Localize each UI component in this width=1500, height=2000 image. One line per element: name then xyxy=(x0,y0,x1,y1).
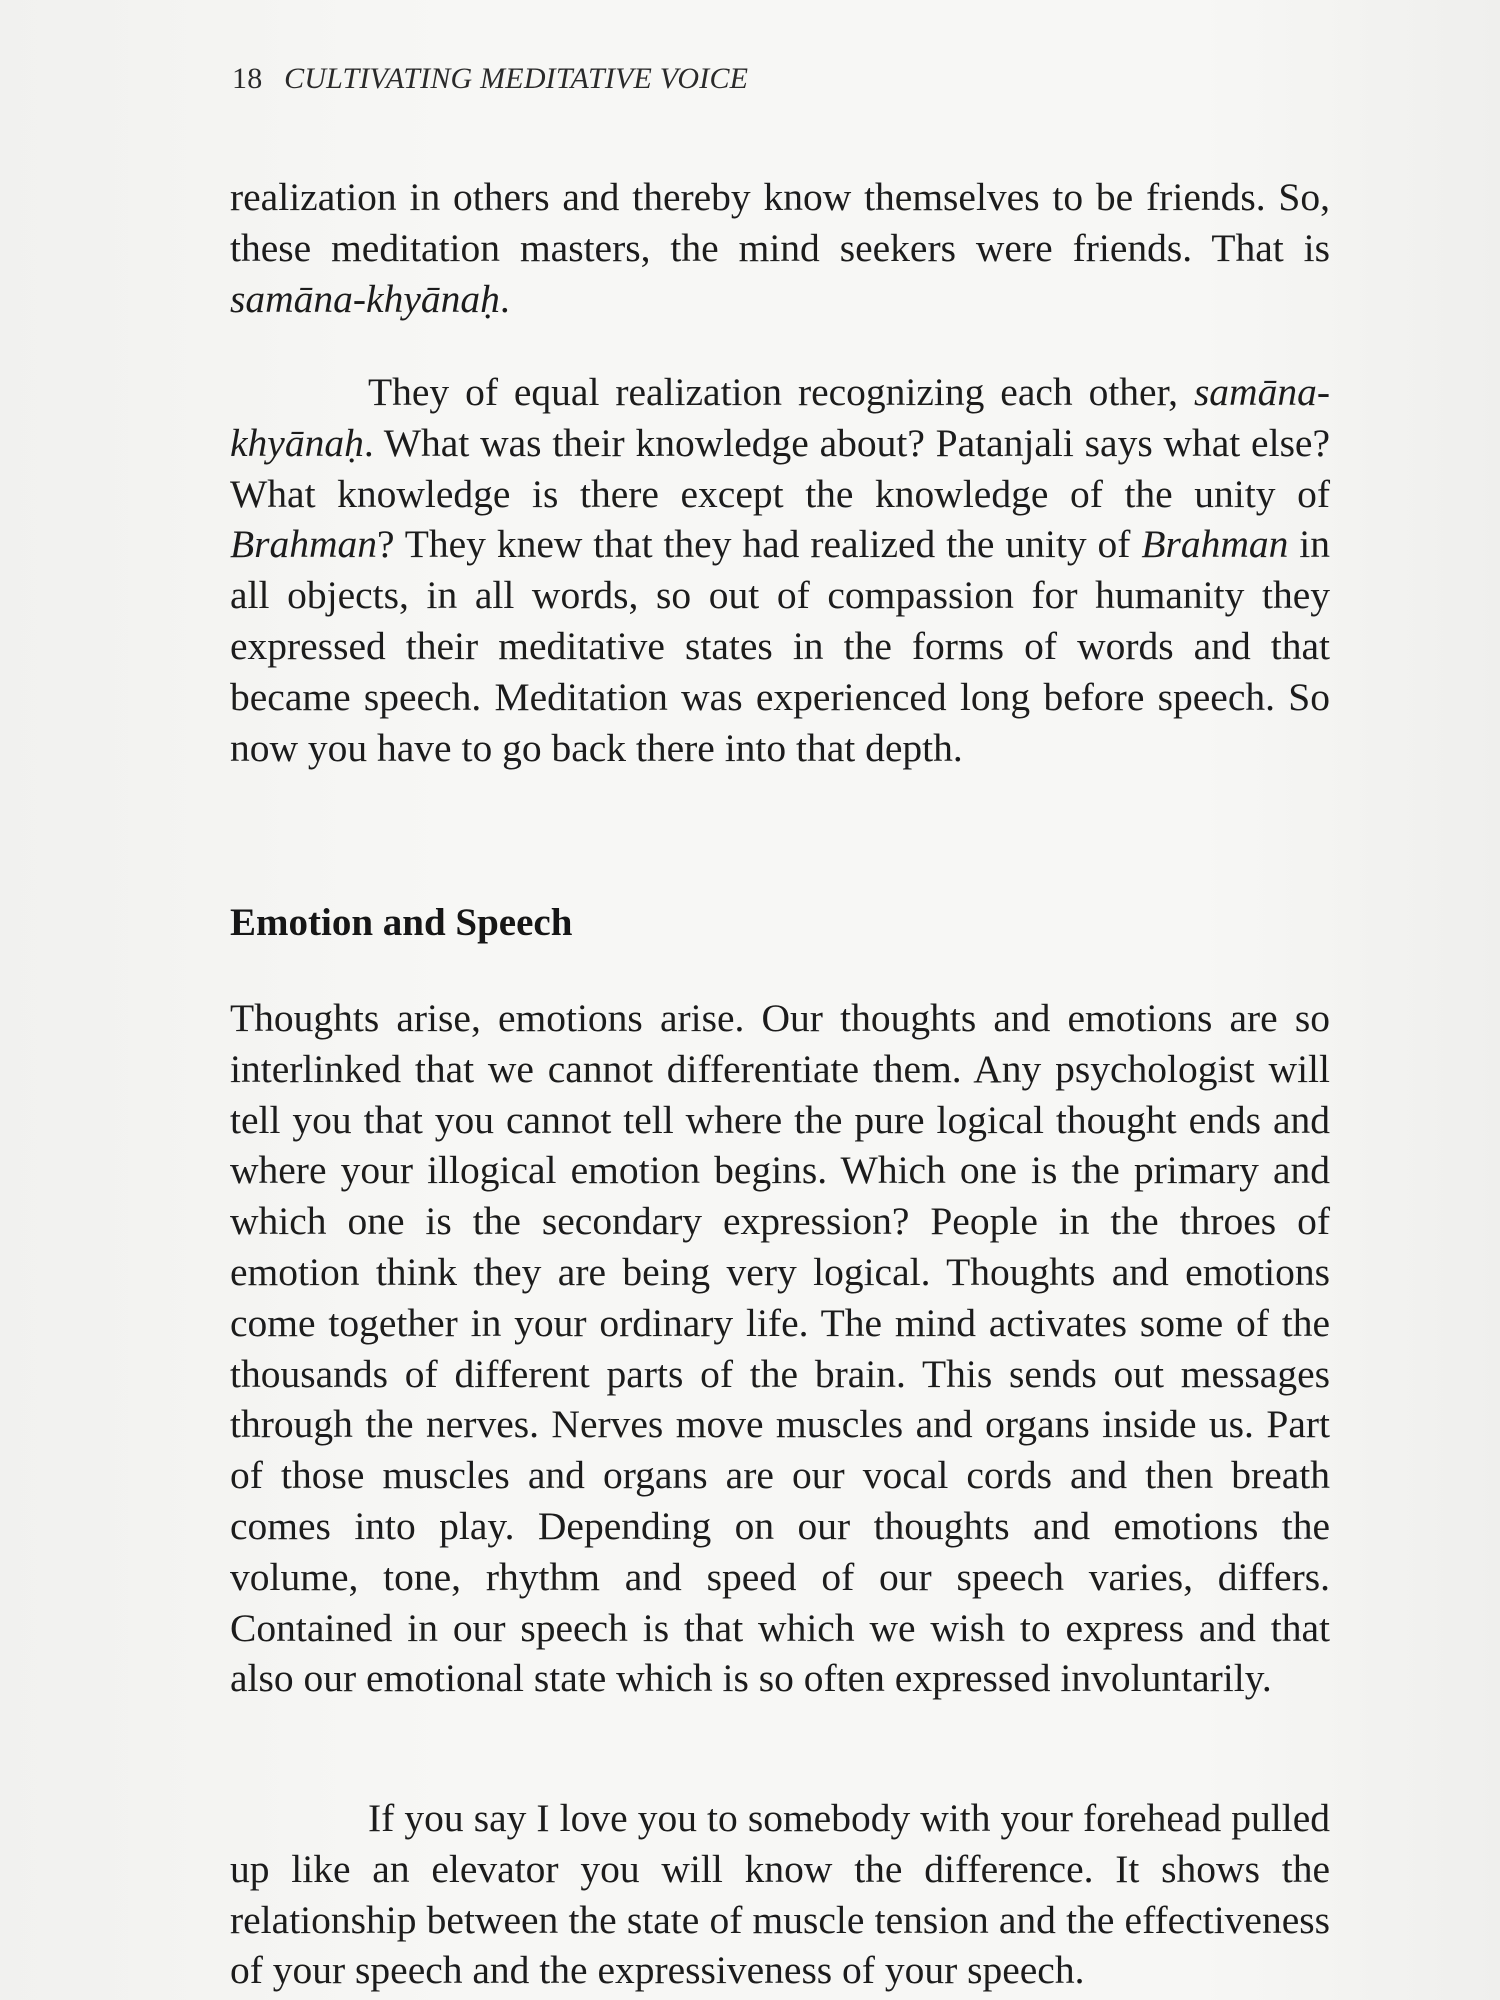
page-number: 18 xyxy=(232,62,263,95)
sanskrit-term: Brahman xyxy=(230,522,378,567)
paragraph-2-text-d: in all objects, in all words, so out of compassion for humanity they expressed their meditative states in the forms of words and that became speech. Meditation was experienced long before speech. So now you have to go back there into that depth. xyxy=(230,522,1330,770)
paragraph-2-text-c: ? They knew that they had realized the unity of xyxy=(377,522,1142,567)
sanskrit-term: Brahman xyxy=(1141,522,1289,567)
paragraph-3-text: Thoughts arise, emotions arise. Our thoughts and emotions are so interlinked that we cannot differentiate them. Any psychologist will tell you that you cannot tell where the pure logical thought ends and where your illogical emotion begins. Which one is the primary and which one is the secondary expression? People in the throes of emotion think they are being very logical. Thoughts and emotions come together in your ordinary life. The mind activates some of the thousands of different parts of the brain. This sends out messages through the nerves. Nerves move muscles and organs inside us. Part of those muscles and organs are our vocal cords and then breath comes into play. Depending on our thoughts and emotions the volume, tone, rhythm and speed of our speech varies, differs. Contained in our speech is that which we wish to express and that also our emotional state which is so often expressed involuntarily. xyxy=(230,996,1330,1701)
paragraph-2-text-b: . What was their knowledge about? Patanjali says what else? What knowledge is there except the knowledge of the unity of xyxy=(230,420,1330,516)
paragraph-1-text-b: . xyxy=(499,276,510,321)
book-title: CULTIVATING MEDITATIVE VOICE xyxy=(284,62,749,95)
paragraph-2-text-a: They of equal realization recognizing each other, xyxy=(368,370,1194,414)
sanskrit-term: samāna-khyānaḥ xyxy=(230,370,1330,465)
paragraph-1-text-a: realization in others and thereby know themselves to be friends. So, these meditation masters, the mind seekers were friends. That is xyxy=(230,175,1330,270)
paragraph-4-text: If you say I love you to somebody with your forehead pulled up like an elevator you will know the difference. It shows the relationship between the state of muscle tension and the effectiveness of your speech and the expressiveness of your speech. xyxy=(230,1796,1330,1993)
sanskrit-term: samāna-khyānaḥ xyxy=(230,276,500,321)
paragraph-3 xyxy=(230,993,1330,1704)
running-head xyxy=(232,62,748,96)
section-heading: Emotion and Speech xyxy=(230,901,573,944)
paragraph-4 xyxy=(230,1793,1330,1996)
paragraph-2 xyxy=(230,367,1330,773)
paragraph-1 xyxy=(230,172,1330,324)
